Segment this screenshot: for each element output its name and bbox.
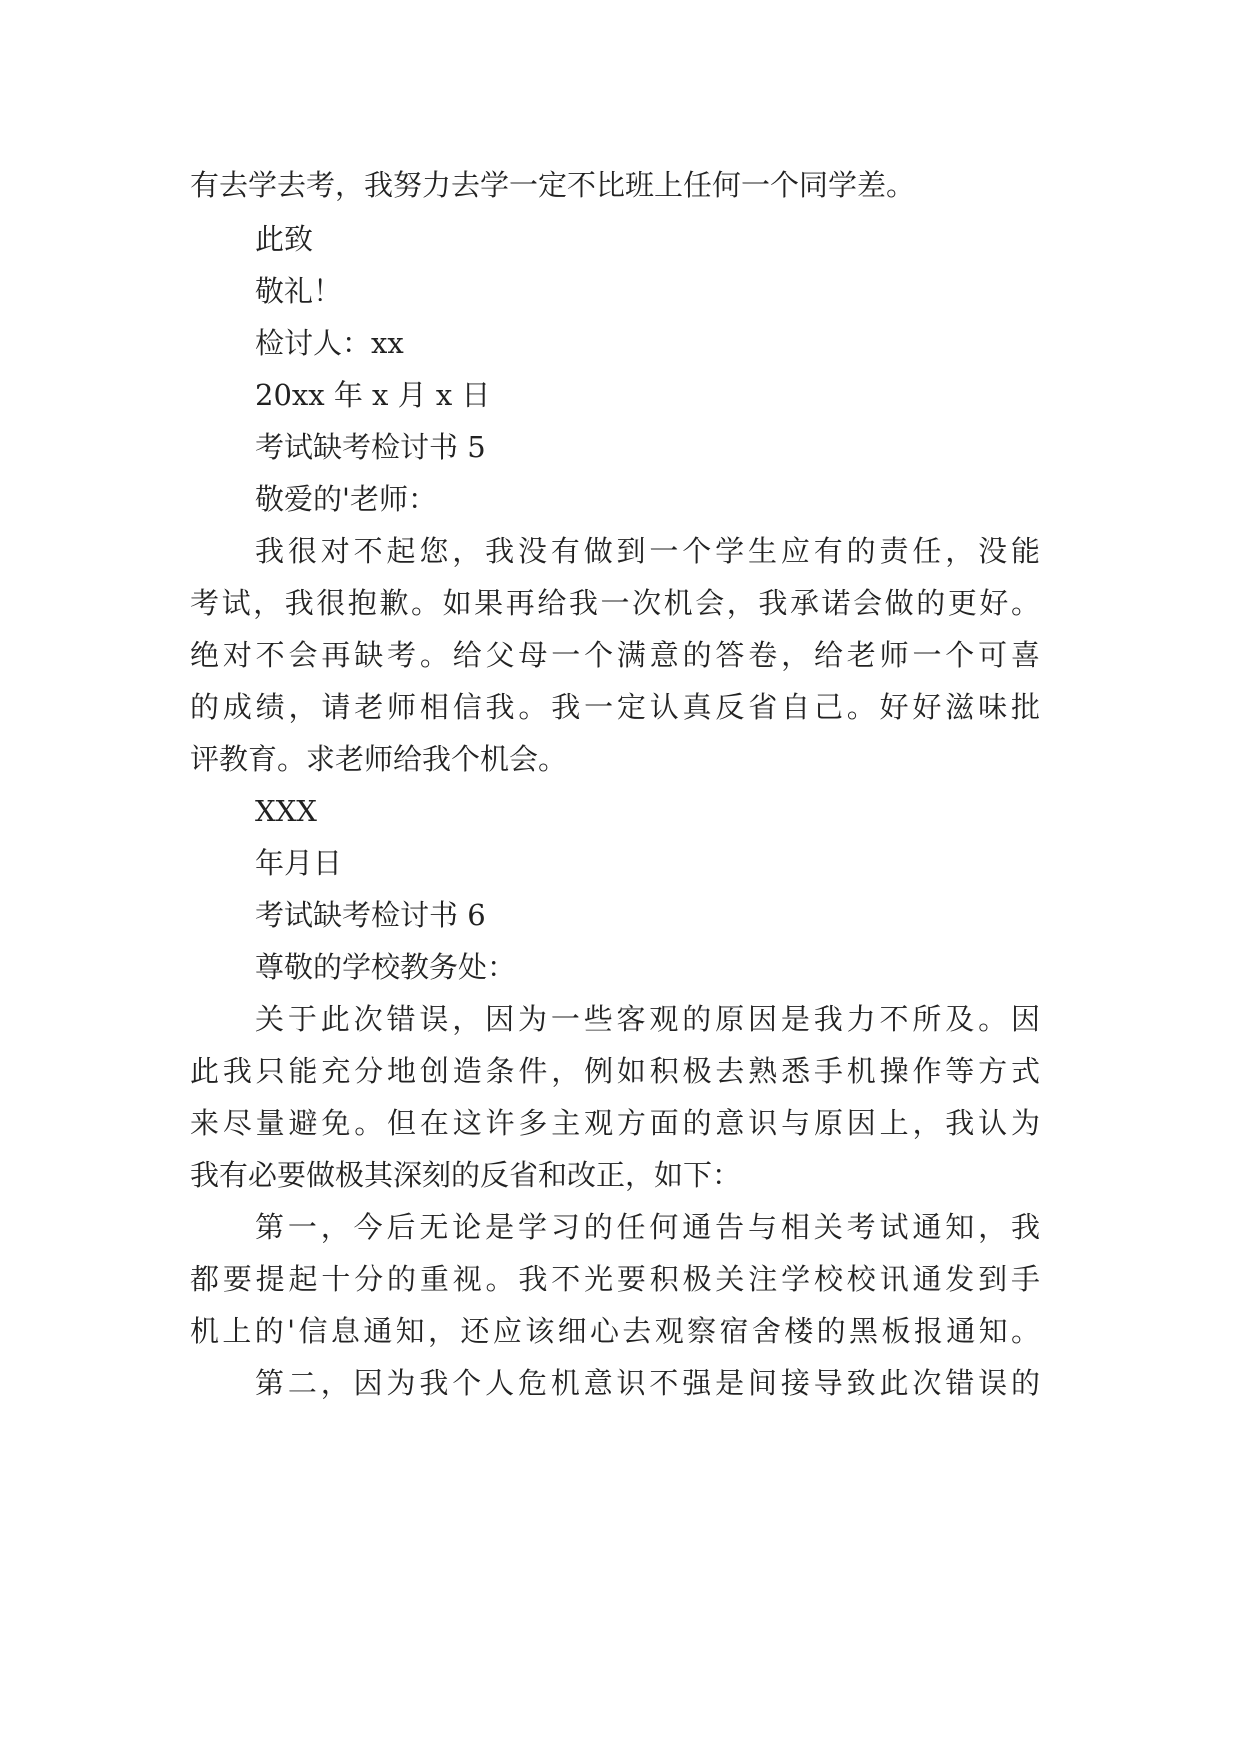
paragraph-line: 有去学去考，我努力去学一定不比班上任何一个同学差。	[190, 168, 916, 202]
paragraph-line: 关于此次错误，因为一些客观的原因是我力不所及。因	[255, 1002, 1040, 1036]
signature-line: 检讨人：xx	[255, 326, 404, 360]
closing-salutation: 敬礼！	[255, 274, 343, 308]
signature-line: XXX	[255, 794, 317, 828]
paragraph-line: 考试，我很抱歉。如果再给我一次机会，我承诺会做的更好。	[190, 586, 1040, 620]
paragraph-line: 来尽量避免。但在这许多主观方面的意识与原因上，我认为	[190, 1106, 1040, 1140]
paragraph-line: 都要提起十分的重视。我不光要积极关注学校校讯通发到手	[190, 1262, 1040, 1296]
date-line: 年月日	[255, 846, 343, 880]
paragraph-line: 机上的'信息通知，还应该细心去观察宿舍楼的黑板报通知。	[190, 1314, 1040, 1348]
date-line: 20xx 年 x 月 x 日	[255, 378, 491, 412]
section-title: 考试缺考检讨书 6	[255, 898, 486, 932]
closing-salutation: 此致	[255, 222, 314, 256]
paragraph-line: 第一，今后无论是学习的任何通告与相关考试通知，我	[255, 1210, 1040, 1244]
paragraph-line: 我很对不起您，我没有做到一个学生应有的责任，没能	[255, 534, 1040, 568]
paragraph-line: 我有必要做极其深刻的反省和改正，如下：	[190, 1158, 742, 1192]
paragraph-line: 的成绩，请老师相信我。我一定认真反省自己。好好滋味批	[190, 690, 1040, 724]
letter-greeting: 敬爱的'老师：	[255, 482, 437, 516]
letter-greeting: 尊敬的学校教务处：	[255, 950, 517, 984]
paragraph-line: 绝对不会再缺考。给父母一个满意的答卷，给老师一个可喜	[190, 638, 1040, 672]
paragraph-line: 第二，因为我个人危机意识不强是间接导致此次错误的	[255, 1366, 1040, 1400]
paragraph-line: 评教育。求老师给我个机会。	[190, 742, 568, 776]
section-title: 考试缺考检讨书 5	[255, 430, 486, 464]
paragraph-line: 此我只能充分地创造条件，例如积极去熟悉手机操作等方式	[190, 1054, 1040, 1088]
